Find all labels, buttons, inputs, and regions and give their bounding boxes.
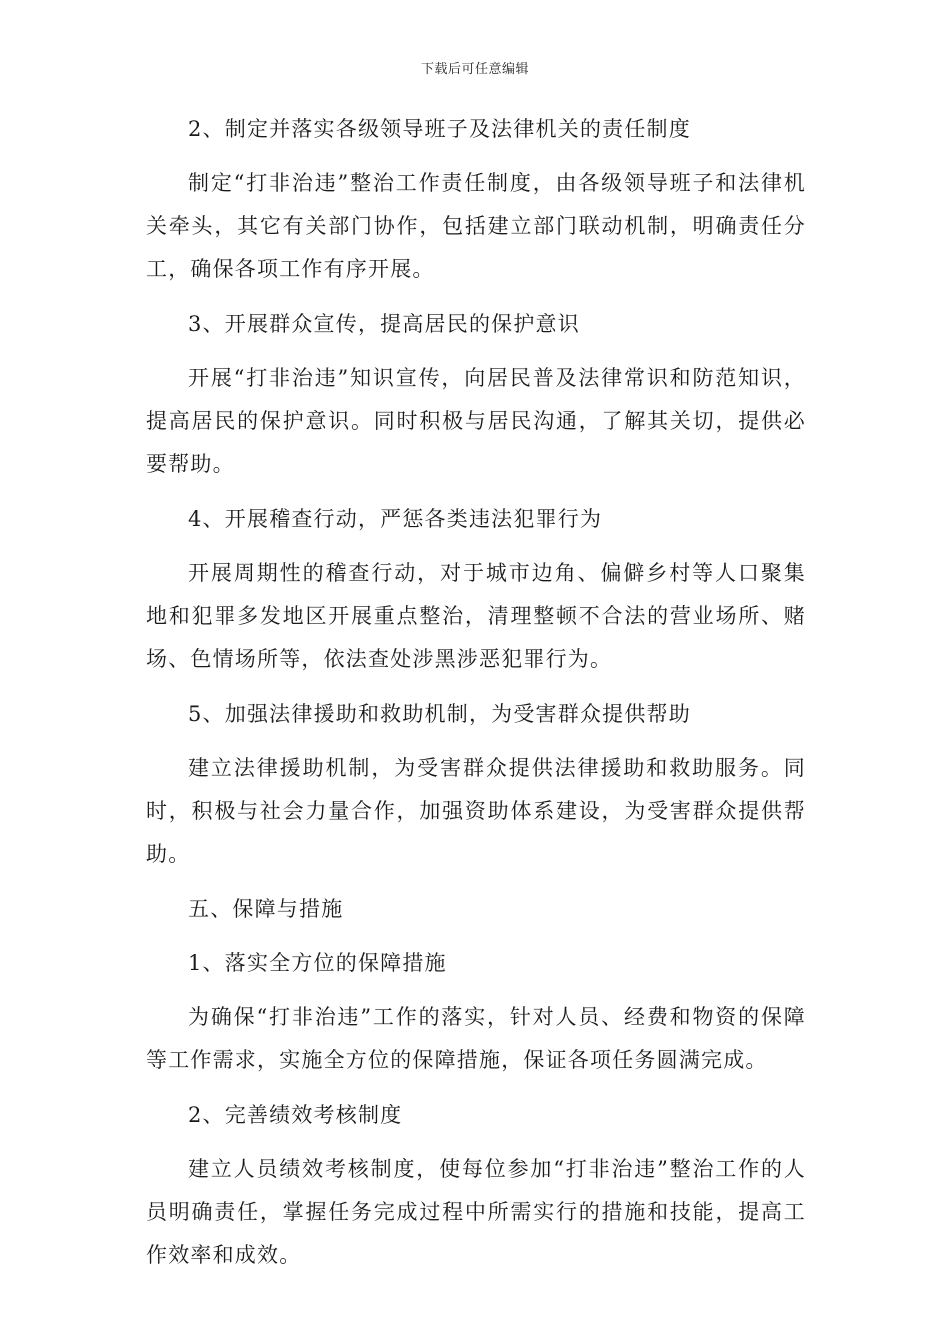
paragraph-safeguards: 为确保“打非治违”工作的落实，针对人员、经费和物资的保障等工作需求，实施全方位的保障措施，保证各项任务圆满完成。	[146, 1005, 806, 1072]
paragraph-responsibility: 制定“打非治违”整治工作责任制度，由各级领导班子和法律机关牵头，其它有关部门协作，包括建立部门联动机制，明确责任分工，确保各项工作有序开展。	[146, 171, 806, 281]
section-heading-2: 2、制定并落实各级领导班子及法律机关的责任制度	[188, 117, 691, 141]
subsection-heading-1: 1、落实全方位的保障措施	[188, 951, 447, 975]
subsection-heading-2: 2、完善绩效考核制度	[188, 1103, 403, 1127]
section-heading-5: 5、加强法律援助和救助机制，为受害群众提供帮助	[188, 702, 691, 726]
paragraph-performance: 建立人员绩效考核制度，使每位参加“打非治违”整治工作的人员明确责任，掌握任务完成过程中所需实行的措施和技能，提高工作效率和成效。	[146, 1157, 806, 1267]
section-heading-3: 3、开展群众宣传，提高居民的保护意识	[188, 312, 580, 336]
chapter-heading-5: 五、保障与措施	[188, 897, 344, 921]
paragraph-legal-aid: 建立法律援助机制，为受害群众提供法律援助和救助服务。同时，积极与社会力量合作，加强资助体系建设，为受害群众提供帮助。	[146, 756, 806, 866]
download-note: 下载后可任意编辑	[420, 62, 529, 77]
paragraph-publicity: 开展“打非治违”知识宣传，向居民普及法律常识和防范知识，提高居民的保护意识。同时积极与居民沟通，了解其关切，提供必要帮助。	[146, 366, 806, 476]
paragraph-inspection: 开展周期性的稽查行动，对于城市边角、偏僻乡村等人口聚集地和犯罪多发地区开展重点整治，清理整顿不合法的营业场所、赌场、色情场所等，依法查处涉黑涉恶犯罪行为。	[146, 561, 806, 671]
section-heading-4: 4、开展稽查行动，严惩各类违法犯罪行为	[188, 507, 603, 531]
document-body	[146, 108, 806, 1289]
